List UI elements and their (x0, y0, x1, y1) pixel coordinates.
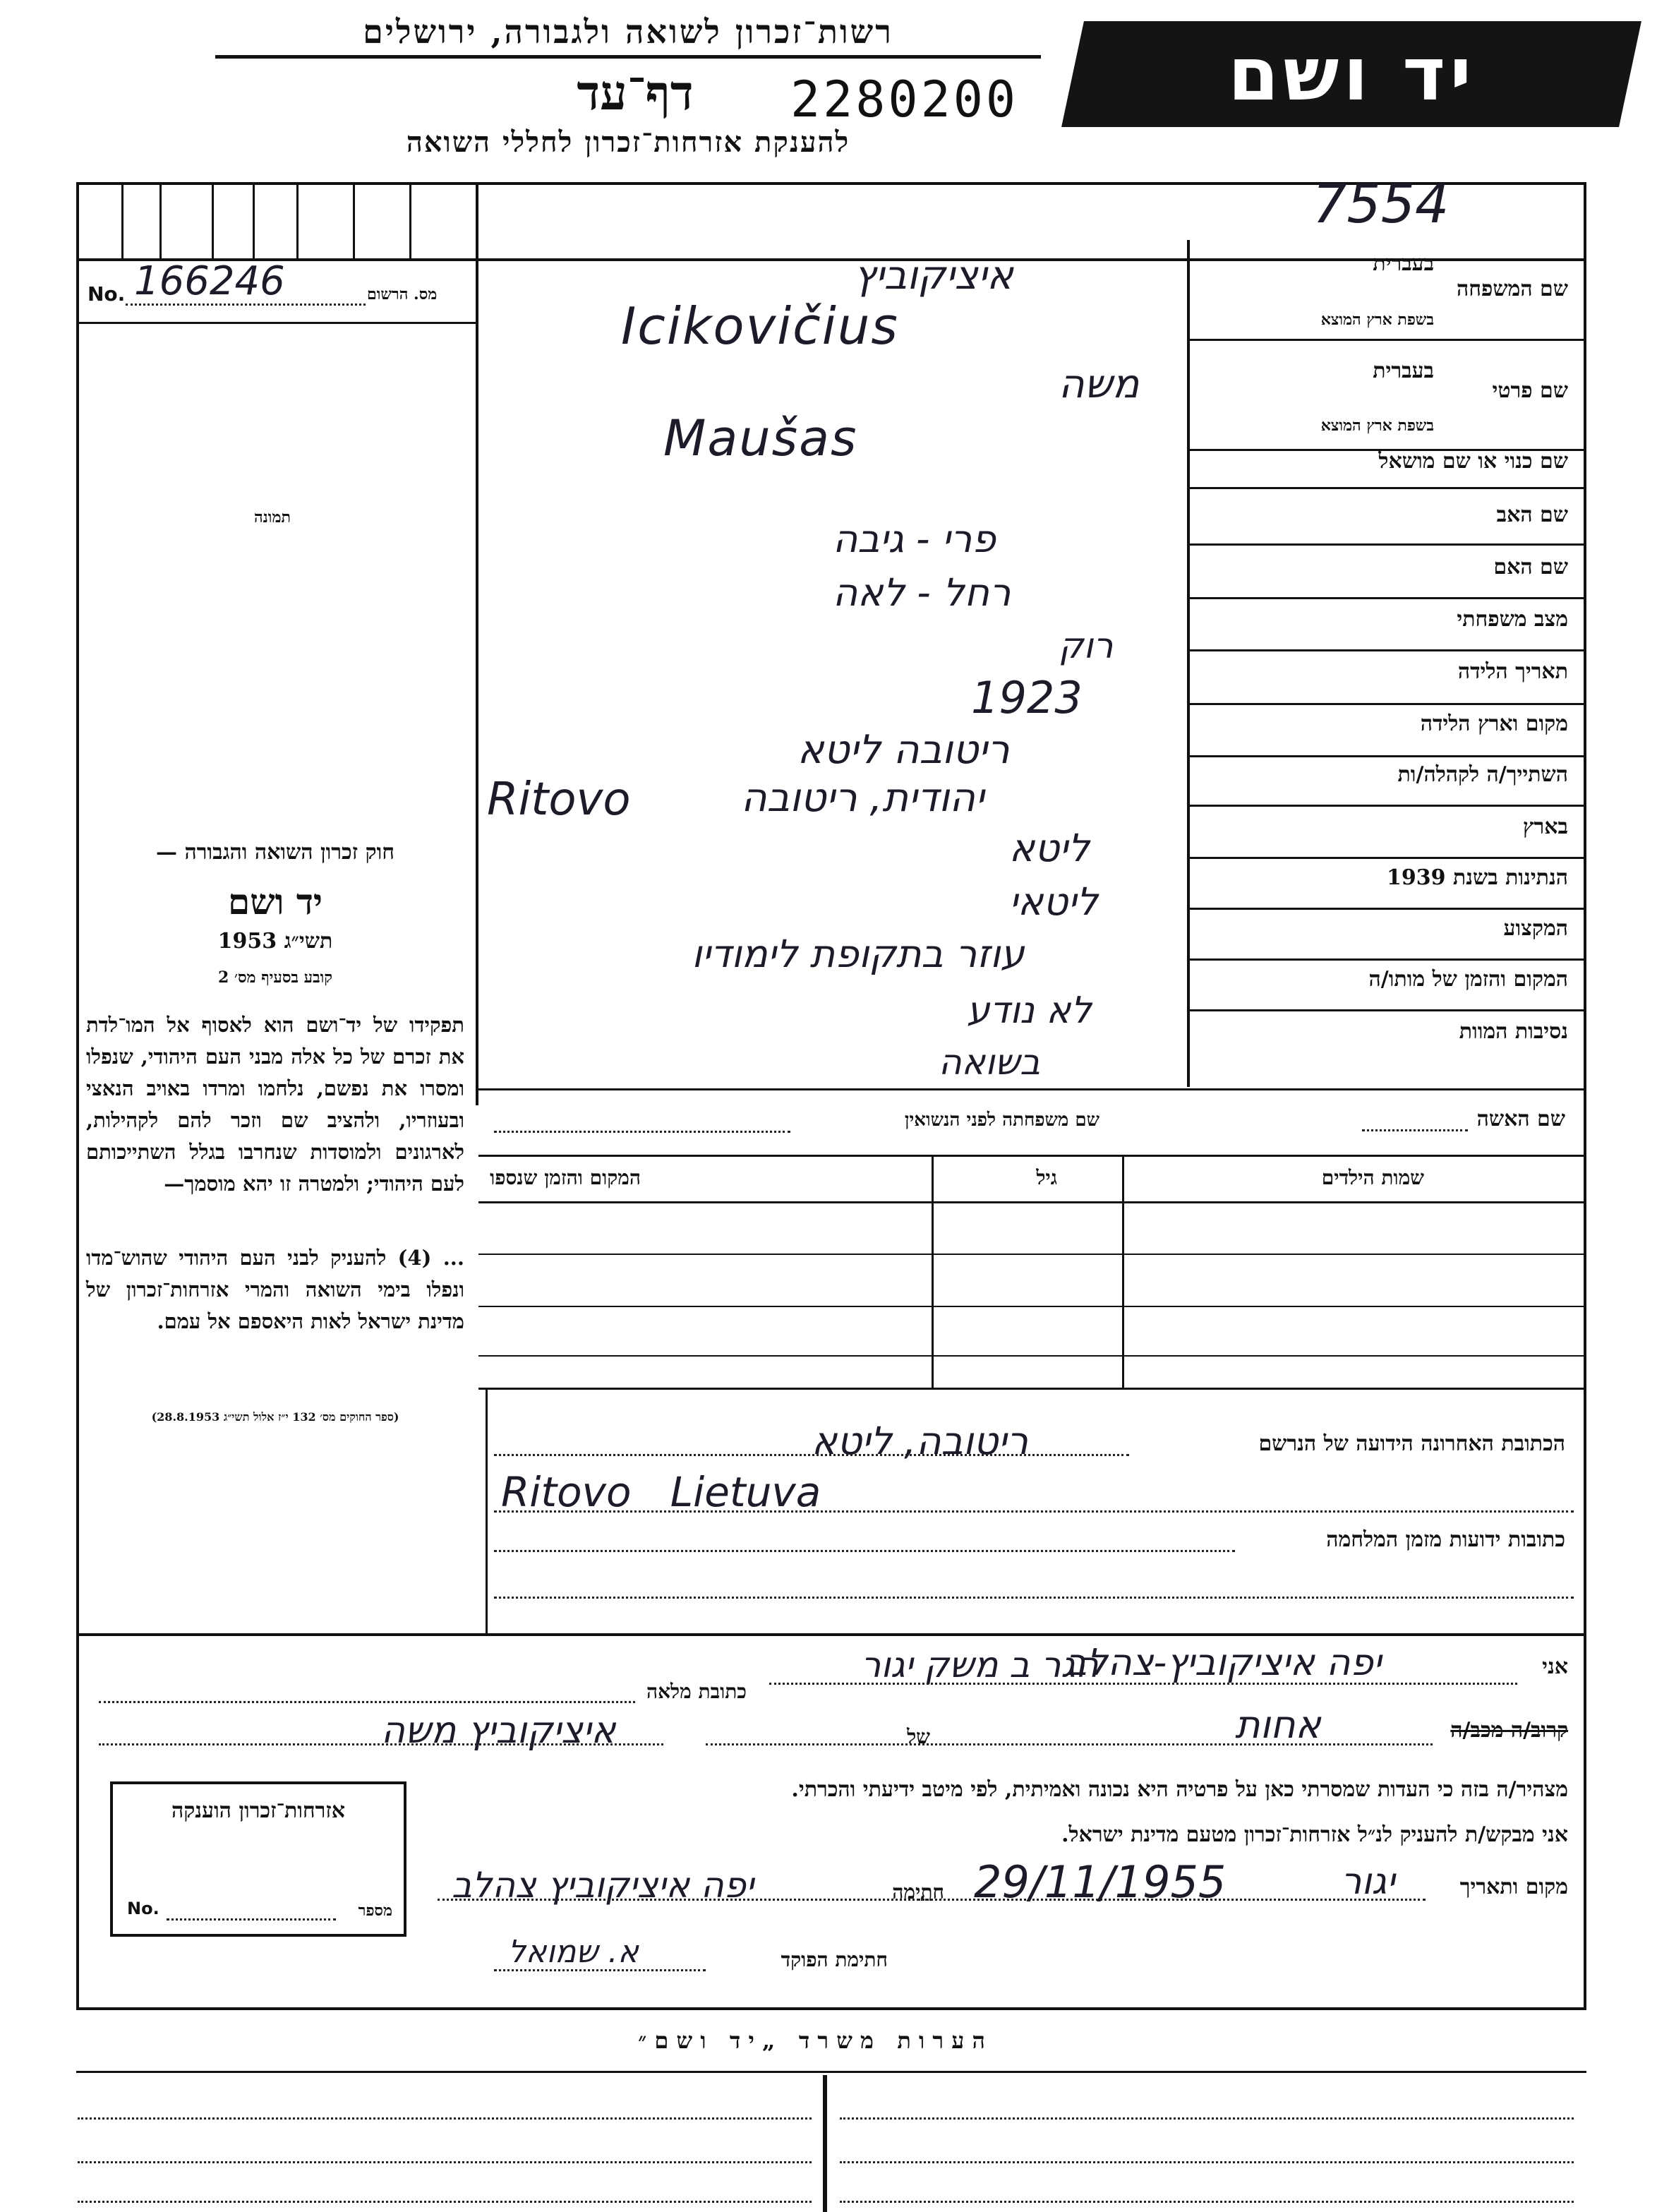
place-value: יגור (1341, 1861, 1395, 1903)
last-address-hebrew: ריטובה, ליטא (812, 1419, 1028, 1463)
birthdate-value: 1923 (971, 672, 1083, 723)
notes-dots (840, 2161, 1574, 2163)
row-line (1187, 703, 1586, 705)
row-line (1187, 649, 1586, 651)
row-line (1187, 543, 1586, 546)
declarant-dots (99, 1743, 663, 1745)
official-signature-value: א. שמואל (508, 1934, 639, 1970)
notes-dots (78, 2117, 812, 2120)
circumstances-value: בשואה (939, 1042, 1041, 1083)
cell-divider (121, 182, 123, 260)
citizenship-label: הנתינות בשנת 1939 (1386, 865, 1568, 890)
registration-no-value: 166246 (134, 258, 285, 304)
community-latin-value: Ritovo (487, 774, 631, 826)
declarant-bottom (76, 2007, 1586, 2010)
declarant-dots (917, 1899, 1426, 1901)
declaration-line-1: מצהיר/ה בזה כי העדות שמסרתי כאן על פרטיה היא נכונה ואמיתית, לפי מיטב ידיעתי והכרתי. (791, 1777, 1568, 1802)
last-address-label: הכתובת האחרונה הידועה של הנרשם (1258, 1431, 1565, 1456)
office-notes-divider (823, 2075, 827, 2212)
place-date-label: מקום ותאריך (1459, 1875, 1568, 1899)
citizenship-box-no-label: No. (127, 1899, 159, 1918)
surname-hebrew-label: בעברית (1373, 251, 1434, 276)
signature-value: יפה איציקוביץ צהלב (452, 1865, 754, 1906)
children-bottom (478, 1388, 1586, 1390)
children-header-age: גיל (1036, 1166, 1057, 1189)
address-dots (494, 1510, 1574, 1513)
community-value: יהודית, ריטובה (741, 775, 984, 821)
declarant-dots (494, 1969, 706, 1971)
registration-dots (126, 303, 366, 306)
registration-label: מס. הרשום (367, 285, 438, 303)
declarant-dots (438, 1899, 932, 1901)
declarant-name: יפה איציקוביץ-צהלב (1066, 1642, 1382, 1684)
profession-value: עוזר בתקופת לימודיו (692, 932, 1025, 976)
office-notes-line (76, 2071, 1586, 2073)
declarant-dots (99, 1701, 635, 1703)
handwritten-file-number: 7554 (1313, 172, 1450, 235)
surname-label: שם המשפחה (1456, 277, 1568, 301)
cell-divider (296, 182, 299, 260)
topband-bottom (76, 258, 1586, 261)
firstname-hebrew-value: משה (1059, 361, 1140, 407)
address-dots (494, 1597, 1574, 1599)
row-line (1187, 908, 1586, 910)
frame-left (76, 182, 79, 2010)
law-name: יד ושם (228, 881, 323, 922)
citizenship-box (110, 1781, 406, 1937)
surname-hebrew-value: איציקוביץ (854, 253, 1013, 299)
address-dots (494, 1454, 1129, 1456)
relation-label: קרוב/ה מכב/ה (1450, 1718, 1568, 1743)
marital-label: מצב משפחתי (1457, 607, 1568, 632)
maiden-dots (494, 1131, 790, 1133)
law-clause: קובע בסעיף מס׳ 2 (217, 968, 333, 987)
cell-divider (212, 182, 214, 260)
cell-divider (253, 182, 255, 260)
circumstances-label: נסיבות המוות (1459, 1019, 1568, 1044)
row-line (1187, 755, 1586, 757)
frame-right (1584, 182, 1586, 2010)
wartime-label: כתובות ידועות מזמן המלחמה (1326, 1527, 1565, 1552)
authority-title: רשות־זכרון לשואה ולגבורה, ירושלים (363, 13, 893, 51)
birthplace-label: מקום וארץ הלידה (1420, 711, 1568, 736)
last-address-latin: Ritovo Lietuva (501, 1468, 821, 1516)
address-left-divider (486, 1388, 488, 1635)
wife-dots (1362, 1129, 1468, 1131)
birthplace-value: ריטובה ליטא (797, 727, 1010, 773)
declarant-dots (706, 1743, 1433, 1745)
citizenship-box-number-label: מספר (358, 1901, 392, 1920)
children-row-line (478, 1355, 1586, 1357)
authority-underline (215, 55, 1041, 59)
children-row-line (478, 1306, 1586, 1307)
children-header-line (478, 1201, 1586, 1203)
citizenship-value: ליטאי (1009, 879, 1098, 924)
of-value: איציקוביץ משה (381, 1709, 616, 1752)
serial-number: 2280200 (790, 71, 1019, 128)
wife-label: שם האשה (1476, 1107, 1565, 1131)
cell-divider (409, 182, 411, 260)
firstname-label: שם פרטי (1492, 378, 1568, 403)
cell-divider (159, 182, 162, 260)
row-line (1187, 487, 1586, 489)
left-column-divider (476, 258, 478, 1105)
death-label: המקום והזמן של מותו/ה (1368, 967, 1568, 992)
firstname-origin-value: Maušas (663, 409, 858, 467)
notes-dots (840, 2117, 1574, 2120)
yad-vashem-logo (1061, 21, 1641, 127)
mother-label: שם האם (1493, 555, 1568, 579)
father-label: שם האב (1496, 503, 1568, 527)
row-line (1187, 857, 1586, 859)
notes-dots (78, 2201, 812, 2203)
law-year: תשי״ג 1953 (217, 929, 333, 954)
birthdate-label: תאריך הלידה (1457, 659, 1568, 684)
firstname-hebrew-label: בעברית (1373, 359, 1434, 383)
children-header-names: שמות הילדים (1321, 1166, 1424, 1189)
registration-bottom (76, 322, 478, 324)
row-line (1187, 805, 1586, 807)
country-value: ליטא (1009, 826, 1090, 870)
surname-origin-label: בשפת ארץ המוצא (1320, 311, 1434, 329)
marital-value: רוק (1059, 625, 1114, 666)
photo-label: תמונה (254, 508, 291, 527)
children-col-divider (1122, 1155, 1124, 1388)
mother-value: רחל - לאה (833, 570, 1011, 615)
declarant-dots (769, 1683, 1517, 1685)
form-subtitle: להענקת אזרחות־זכרון לחללי השואה (406, 126, 850, 159)
firstname-origin-label: בשפת ארץ המוצא (1320, 416, 1434, 435)
citizenship-box-dots (167, 1918, 336, 1921)
country-label: בארץ (1522, 815, 1568, 839)
cell-divider (353, 182, 355, 260)
date-value: 29/11/1955 (974, 1856, 1227, 1908)
law-paragraph-2: ... (4) להעניק לבני העם היהודי שהוש־מדו ונפלו בימי השואה והמרי אזרחות־זכרון של מדינת ישראל לאות היאספם אל עמם. (86, 1246, 464, 1333)
row-line (1187, 597, 1586, 599)
citizenship-box-title: אזרחות־זכרון הוענקה (171, 1798, 346, 1823)
logo-text: יד ושם (1227, 31, 1476, 117)
office-notes-title: ה ע ר ו ת מ ש ר ד „ י ד ו ש ם ״ (638, 2027, 985, 2054)
address-dots (494, 1550, 1235, 1552)
notes-dots (78, 2161, 812, 2163)
notes-dots (840, 2201, 1574, 2203)
wife-top (478, 1088, 1586, 1090)
topband-divider (476, 182, 478, 260)
relation-value: אחות (1235, 1702, 1321, 1747)
death-value: לא נודע (967, 990, 1092, 1032)
declarant-i-label: אני (1542, 1654, 1568, 1679)
father-value: פרי - גיבה (833, 517, 996, 561)
nickname-label: שם כנוי או שם מושאל (1378, 449, 1568, 474)
law-title: חוק זכרון השואה והגבורה — (156, 840, 394, 865)
official-signature-label: חתימת הפוקד (781, 1948, 888, 1971)
full-address-label: כתובת מלאה (646, 1680, 747, 1703)
surname-origin-value: Icikovičius (621, 296, 899, 356)
children-col-divider (932, 1155, 934, 1388)
registration-no-label: No. (88, 282, 126, 306)
profession-label: המקצוע (1503, 916, 1568, 941)
row-line (1187, 958, 1586, 961)
children-header-place: המקום והזמן שנספו (490, 1166, 641, 1189)
declaration-line-2: אני מבקש/ת להעניק לנ״ל אזרחות־זכרון מטעם מדינת ישראל. (1061, 1822, 1568, 1847)
surname-bottom (1187, 339, 1586, 341)
address-bottom (76, 1633, 1586, 1636)
law-paragraph-1: תפקידו של יד־ושם הוא לאסוף אל המו־לדת את זכרם של כל אלה מבני העם היהודי, שנפלו ומסרו את נפשם, נלחמו ומרדו באויב הנאצי ובעוזריו, ולהציב שם וזכר להם לקהילות, לארגונים ולמוסדות שנחרבו בגלל השתייכותם לעם היהודי; ולמטרה זו יהא מוסמך— (86, 1013, 464, 1196)
children-row-line (478, 1254, 1586, 1255)
community-label: השתייך/ה לקהלה/ות (1397, 762, 1568, 787)
of-label: של (907, 1725, 930, 1748)
law-source: (ספר החוקים מס׳ 132 י״ז אלול תשי״ג 28.8.1953) (151, 1410, 399, 1424)
row-line (1187, 1009, 1586, 1011)
declarant-address: הגר ב משק יגור (861, 1645, 1099, 1685)
signature-label: חתימה (892, 1880, 944, 1904)
maiden-label: שם משפחתה לפני הנשואין (904, 1110, 1099, 1131)
form-title: דף־עד (577, 65, 694, 121)
wife-bottom (478, 1155, 1586, 1157)
